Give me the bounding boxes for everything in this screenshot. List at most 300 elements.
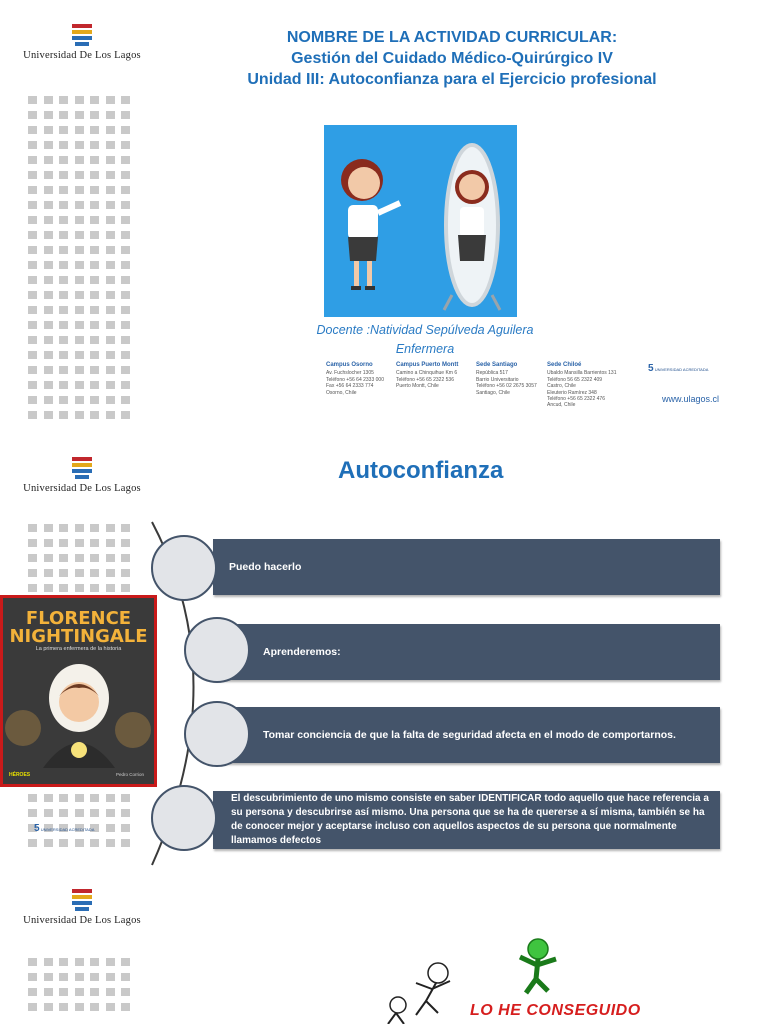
dot bbox=[121, 246, 130, 254]
dot bbox=[28, 336, 37, 344]
dot bbox=[121, 569, 130, 577]
dot bbox=[44, 411, 53, 419]
dot bbox=[121, 111, 130, 119]
dot bbox=[121, 336, 130, 344]
dot bbox=[59, 201, 68, 209]
book-author: Pedro Corrion bbox=[115, 772, 144, 777]
dot bbox=[28, 988, 37, 996]
website-link[interactable]: www.ulagos.cl bbox=[662, 394, 720, 404]
campus-name: Sede Santiago bbox=[476, 362, 518, 368]
dot bbox=[90, 186, 99, 194]
list-item bbox=[213, 707, 720, 763]
dot bbox=[59, 96, 68, 104]
mirror-illustration bbox=[324, 125, 517, 317]
dot bbox=[121, 524, 130, 532]
dot bbox=[121, 201, 130, 209]
dot bbox=[59, 411, 68, 419]
dot bbox=[44, 276, 53, 284]
dot bbox=[59, 291, 68, 299]
dot bbox=[59, 231, 68, 239]
dot bbox=[59, 126, 68, 134]
dot bbox=[59, 246, 68, 254]
dot bbox=[106, 276, 115, 284]
dot bbox=[44, 216, 53, 224]
dot bbox=[28, 216, 37, 224]
dot bbox=[75, 1003, 84, 1011]
campus-chiloe bbox=[547, 362, 616, 409]
dot bbox=[121, 321, 130, 329]
dot bbox=[75, 126, 84, 134]
dot bbox=[75, 539, 84, 547]
dot bbox=[121, 171, 130, 179]
dot bbox=[44, 126, 53, 134]
dot bbox=[44, 539, 53, 547]
dot bbox=[28, 351, 37, 359]
dot bbox=[75, 276, 84, 284]
dot bbox=[75, 201, 84, 209]
dot bbox=[121, 231, 130, 239]
dot bbox=[28, 126, 37, 134]
dot bbox=[44, 1003, 53, 1011]
dot bbox=[44, 156, 53, 164]
dot bbox=[75, 569, 84, 577]
dot bbox=[44, 186, 53, 194]
dot bbox=[28, 261, 37, 269]
dot bbox=[75, 306, 84, 314]
item-text: Aprenderemos: bbox=[263, 646, 341, 658]
slide-2 bbox=[0, 445, 768, 870]
dot bbox=[121, 186, 130, 194]
dot bbox=[90, 216, 99, 224]
dot bbox=[44, 569, 53, 577]
title-line-1: NOMBRE DE LA ACTIVIDAD CURRICULAR: bbox=[286, 29, 618, 46]
dot bbox=[59, 111, 68, 119]
dot bbox=[44, 973, 53, 981]
campus-line: Ubaldo Mansilla Barrientos 131 bbox=[547, 370, 617, 377]
dot bbox=[90, 126, 99, 134]
campus-line: Eleuterio Ramírez 348 bbox=[547, 389, 597, 396]
dot bbox=[28, 231, 37, 239]
campus-line: Fax +56 64 2333 774 bbox=[326, 383, 374, 390]
dot bbox=[75, 988, 84, 996]
dot bbox=[28, 111, 37, 119]
dot bbox=[28, 839, 37, 847]
dot bbox=[75, 231, 84, 239]
dot bbox=[28, 171, 37, 179]
dot bbox=[90, 839, 99, 847]
dot bbox=[75, 171, 84, 179]
dot bbox=[90, 111, 99, 119]
dot bbox=[59, 366, 68, 374]
dot bbox=[75, 186, 84, 194]
dot bbox=[106, 794, 115, 802]
item-text: Tomar conciencia de que la falta de seguridad afecta en el modo de comportarnos. bbox=[263, 729, 676, 741]
list-item bbox=[213, 791, 720, 849]
dot bbox=[75, 291, 84, 299]
dot bbox=[106, 336, 115, 344]
dot bbox=[59, 839, 68, 847]
dot bbox=[75, 839, 84, 847]
dot bbox=[106, 396, 115, 404]
dot bbox=[90, 958, 99, 966]
dot-pattern bbox=[28, 958, 130, 1011]
dot bbox=[90, 141, 99, 149]
dot bbox=[90, 584, 99, 592]
bullet-circle bbox=[151, 535, 217, 601]
dot bbox=[28, 321, 37, 329]
dot bbox=[44, 809, 53, 817]
dot bbox=[59, 584, 68, 592]
dot bbox=[106, 231, 115, 239]
dot bbox=[59, 524, 68, 532]
dot bbox=[121, 554, 130, 562]
dot bbox=[59, 306, 68, 314]
dot bbox=[121, 141, 130, 149]
dot bbox=[90, 306, 99, 314]
dot bbox=[28, 411, 37, 419]
dot bbox=[90, 809, 99, 817]
book-series: HÉROES bbox=[9, 772, 31, 778]
dot bbox=[75, 96, 84, 104]
dot bbox=[44, 584, 53, 592]
dot bbox=[28, 276, 37, 284]
bullet-circle bbox=[151, 785, 217, 851]
dot bbox=[44, 171, 53, 179]
dot bbox=[28, 141, 37, 149]
dot bbox=[28, 186, 37, 194]
dot bbox=[44, 231, 53, 239]
list-item bbox=[213, 624, 720, 680]
dot bbox=[28, 554, 37, 562]
dot bbox=[75, 246, 84, 254]
dot bbox=[90, 524, 99, 532]
campus-line: Av. Fuchslocher 1305 bbox=[326, 370, 374, 377]
campus-line: Teléfono +56 65 2322 476 bbox=[547, 396, 605, 403]
dot bbox=[106, 306, 115, 314]
dot bbox=[106, 584, 115, 592]
accreditation-logo: 5 UNIVERSIDAD ACREDITADA bbox=[34, 823, 95, 834]
dot bbox=[59, 1003, 68, 1011]
dot bbox=[121, 216, 130, 224]
dot bbox=[121, 156, 130, 164]
dot bbox=[106, 126, 115, 134]
item-text: El descubrimiento de uno mismo consiste en saber IDENTIFICAR todo aquello que hace referencia a su persona y descubrirse así mismo. Una persona que se ha de quererse a sí misma, también se ha de conocer mejor y aceptarse incluso con aquellos aspectos de su persona que normalmente llamamos defectos bbox=[231, 793, 709, 846]
dot bbox=[44, 246, 53, 254]
dot bbox=[75, 351, 84, 359]
dot bbox=[44, 336, 53, 344]
campus-line: Osorno, Chile bbox=[326, 389, 357, 396]
dot bbox=[90, 411, 99, 419]
dot bbox=[44, 988, 53, 996]
list-item bbox=[213, 539, 720, 595]
dot bbox=[44, 321, 53, 329]
dot bbox=[59, 171, 68, 179]
dot bbox=[28, 1003, 37, 1011]
dot bbox=[28, 524, 37, 532]
dot bbox=[28, 306, 37, 314]
dot bbox=[121, 306, 130, 314]
item-text: Puedo hacerlo bbox=[229, 561, 302, 573]
dot bbox=[59, 216, 68, 224]
dot bbox=[106, 261, 115, 269]
dot bbox=[121, 988, 130, 996]
campus-line: Camino a Chinquihue Km 6 bbox=[396, 370, 458, 377]
dot bbox=[75, 141, 84, 149]
dot bbox=[28, 381, 37, 389]
dot bbox=[121, 366, 130, 374]
dot bbox=[121, 261, 130, 269]
dot bbox=[121, 276, 130, 284]
dot bbox=[28, 958, 37, 966]
dot bbox=[75, 411, 84, 419]
flag-icon bbox=[72, 457, 92, 479]
dot bbox=[28, 246, 37, 254]
dot bbox=[106, 111, 115, 119]
campus-name: Campus Osorno bbox=[326, 362, 373, 368]
accreditation-text: UNIVERSIDAD ACREDITADA bbox=[40, 827, 95, 832]
dot bbox=[106, 96, 115, 104]
dot bbox=[90, 261, 99, 269]
dot bbox=[44, 839, 53, 847]
slide-3 bbox=[0, 875, 768, 1024]
dot bbox=[106, 201, 115, 209]
dot bbox=[28, 96, 37, 104]
dot bbox=[90, 794, 99, 802]
dot bbox=[59, 276, 68, 284]
dot bbox=[44, 554, 53, 562]
dot bbox=[28, 539, 37, 547]
campus-line: Teléfono +56 65 2322 536 bbox=[396, 376, 454, 383]
dot bbox=[106, 381, 115, 389]
dot bbox=[121, 794, 130, 802]
dot bbox=[44, 306, 53, 314]
dot bbox=[59, 794, 68, 802]
dot bbox=[121, 351, 130, 359]
dot bbox=[90, 246, 99, 254]
dot bbox=[59, 261, 68, 269]
dot bbox=[75, 216, 84, 224]
dot bbox=[90, 988, 99, 996]
dot bbox=[121, 958, 130, 966]
dot bbox=[90, 1003, 99, 1011]
campus-name: Sede Chiloé bbox=[547, 362, 582, 368]
dot bbox=[106, 171, 115, 179]
dot bbox=[121, 809, 130, 817]
dot bbox=[75, 381, 84, 389]
dot bbox=[121, 584, 130, 592]
dot bbox=[44, 141, 53, 149]
accreditation-logo: 5 UNIVERSIDAD ACREDITADA bbox=[648, 363, 709, 374]
dot bbox=[106, 539, 115, 547]
campus-santiago bbox=[476, 362, 537, 396]
dot bbox=[59, 973, 68, 981]
dot bbox=[44, 291, 53, 299]
dot bbox=[90, 381, 99, 389]
dot bbox=[90, 366, 99, 374]
dot bbox=[106, 351, 115, 359]
university-logo bbox=[22, 457, 142, 494]
dot bbox=[28, 794, 37, 802]
dot bbox=[28, 569, 37, 577]
dot bbox=[28, 366, 37, 374]
dot bbox=[28, 973, 37, 981]
dot bbox=[59, 336, 68, 344]
campus-line: Teléfono +56 02 2675 3057 bbox=[476, 383, 537, 390]
campus-line: Barrio Universitario bbox=[476, 376, 519, 383]
dot bbox=[75, 336, 84, 344]
dot bbox=[90, 171, 99, 179]
campus-line: Puerto Montt, Chile bbox=[396, 383, 439, 390]
dot bbox=[90, 231, 99, 239]
dot bbox=[59, 351, 68, 359]
book-subtitle: La primera enfermera de la historia bbox=[35, 646, 122, 652]
dot bbox=[28, 809, 37, 817]
dot bbox=[106, 824, 115, 832]
dot bbox=[106, 809, 115, 817]
dot bbox=[106, 973, 115, 981]
dot bbox=[59, 554, 68, 562]
dot bbox=[106, 141, 115, 149]
slide-1 bbox=[0, 0, 768, 440]
university-logo bbox=[22, 24, 142, 61]
dot bbox=[106, 291, 115, 299]
campus-line: Castro, Chile bbox=[547, 383, 576, 390]
florence-nightingale-book-cover bbox=[0, 595, 157, 787]
campus-name: Campus Puerto Montt bbox=[396, 362, 459, 368]
dot bbox=[59, 958, 68, 966]
dot bbox=[59, 186, 68, 194]
dot bbox=[75, 156, 84, 164]
dot bbox=[90, 156, 99, 164]
campus-line: República 517 bbox=[476, 370, 508, 377]
slide-title: Autoconfianza bbox=[338, 457, 504, 484]
dot bbox=[90, 276, 99, 284]
caption: LO HE CONSEGUIDO bbox=[470, 1002, 641, 1019]
dot bbox=[106, 958, 115, 966]
bullet-circle bbox=[184, 617, 250, 683]
dot bbox=[106, 216, 115, 224]
campus-line: Santiago, Chile bbox=[476, 389, 510, 396]
dot bbox=[121, 291, 130, 299]
dot bbox=[121, 396, 130, 404]
dot-pattern bbox=[28, 96, 130, 419]
dot bbox=[44, 96, 53, 104]
dot bbox=[75, 794, 84, 802]
title-line-3: Unidad III: Autoconfianza para el Ejercicio profesional bbox=[247, 71, 657, 88]
campus-line: Ancud, Chile bbox=[547, 402, 576, 409]
dot bbox=[75, 396, 84, 404]
dot bbox=[75, 261, 84, 269]
university-name: Universidad De Los Lagos bbox=[23, 50, 141, 61]
accreditation-text: UNIVERSIDAD ACREDITADA bbox=[654, 367, 709, 372]
dot bbox=[106, 186, 115, 194]
dot bbox=[90, 321, 99, 329]
dot bbox=[75, 554, 84, 562]
dot bbox=[121, 973, 130, 981]
campus-puerto-montt bbox=[396, 362, 458, 390]
dot bbox=[90, 351, 99, 359]
campus-line: Teléfono 56 65 2322 409 bbox=[547, 376, 603, 383]
title-line-2: Gestión del Cuidado Médico-Quirúrgico IV bbox=[291, 50, 613, 67]
dot bbox=[90, 554, 99, 562]
dot bbox=[28, 291, 37, 299]
dot bbox=[59, 321, 68, 329]
dot bbox=[121, 381, 130, 389]
dot bbox=[121, 824, 130, 832]
dot bbox=[75, 321, 84, 329]
dot bbox=[121, 1003, 130, 1011]
dot bbox=[90, 569, 99, 577]
dot bbox=[121, 126, 130, 134]
flag-icon bbox=[72, 24, 92, 46]
dot bbox=[106, 321, 115, 329]
dot bbox=[59, 809, 68, 817]
dot bbox=[44, 261, 53, 269]
dot bbox=[59, 569, 68, 577]
dot bbox=[106, 366, 115, 374]
dot bbox=[28, 584, 37, 592]
dot bbox=[44, 351, 53, 359]
dot bbox=[106, 156, 115, 164]
dot bbox=[121, 839, 130, 847]
nurse-illustration bbox=[3, 658, 154, 768]
dot bbox=[59, 381, 68, 389]
dot bbox=[90, 201, 99, 209]
dot bbox=[44, 111, 53, 119]
dot bbox=[121, 411, 130, 419]
dot bbox=[59, 539, 68, 547]
dot bbox=[75, 973, 84, 981]
dot bbox=[106, 1003, 115, 1011]
dot bbox=[106, 569, 115, 577]
dot bbox=[44, 524, 53, 532]
dot bbox=[90, 291, 99, 299]
campus-osorno bbox=[326, 362, 384, 396]
dot bbox=[90, 96, 99, 104]
dot bbox=[106, 554, 115, 562]
dot bbox=[121, 96, 130, 104]
book-title: FLORENCE NIGHTINGALE bbox=[9, 608, 148, 647]
dot bbox=[44, 366, 53, 374]
dot bbox=[90, 396, 99, 404]
dot bbox=[75, 584, 84, 592]
teacher-name: Docente :Natividad Sepúlveda Aguilera bbox=[316, 323, 534, 337]
dot bbox=[90, 336, 99, 344]
dot bbox=[28, 201, 37, 209]
dot bbox=[121, 539, 130, 547]
dot bbox=[75, 524, 84, 532]
dot bbox=[44, 794, 53, 802]
dot bbox=[106, 246, 115, 254]
dot bbox=[59, 156, 68, 164]
university-name: Universidad De Los Lagos bbox=[23, 915, 141, 926]
flag-icon bbox=[72, 889, 92, 911]
university-name: Universidad De Los Lagos bbox=[23, 483, 141, 494]
dot bbox=[75, 809, 84, 817]
dot bbox=[106, 524, 115, 532]
dot bbox=[106, 411, 115, 419]
dot bbox=[59, 141, 68, 149]
dot bbox=[44, 381, 53, 389]
dot bbox=[44, 958, 53, 966]
dot bbox=[28, 156, 37, 164]
dot bbox=[44, 201, 53, 209]
dot bbox=[59, 396, 68, 404]
dot bbox=[75, 111, 84, 119]
dot bbox=[75, 958, 84, 966]
dot bbox=[75, 366, 84, 374]
dot bbox=[106, 988, 115, 996]
